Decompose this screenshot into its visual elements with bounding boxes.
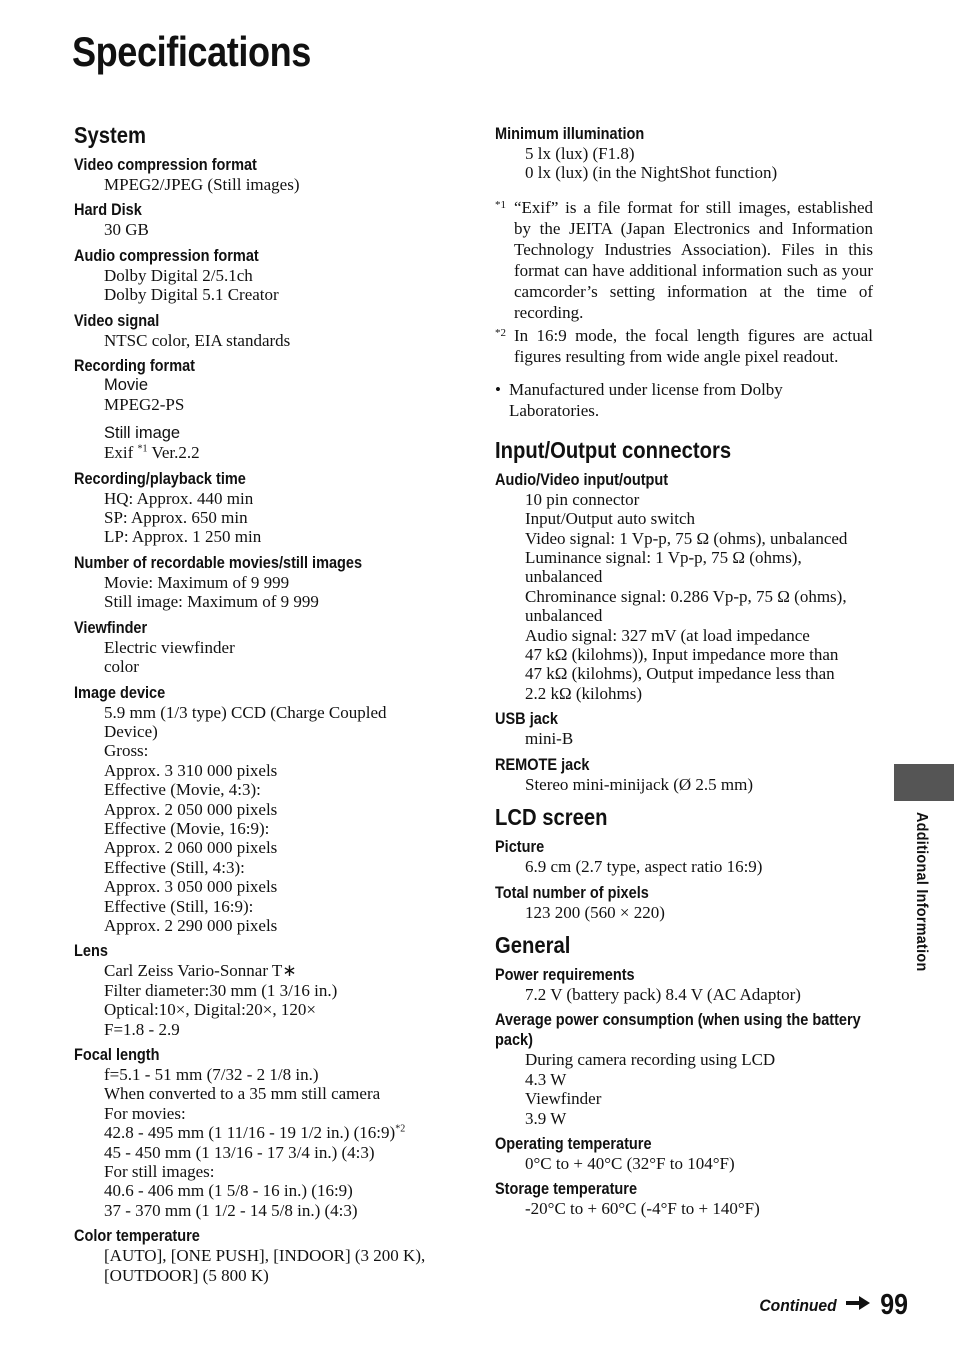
spec-line: 2.2 kΩ (kilohms)	[525, 683, 642, 703]
spec-sublabel-still: Still image	[104, 423, 181, 442]
spec-line: 6.9 cm (2.7 type, aspect ratio 16:9)	[525, 857, 763, 877]
spec-item	[74, 683, 464, 936]
spec-line: Approx. 2 290 000 pixels	[104, 915, 278, 935]
spec-item	[495, 470, 873, 703]
right-arrow-icon	[846, 1296, 870, 1315]
spec-line: 5 lx (lux) (F1.8)	[525, 144, 635, 163]
side-section-text: Additional Information	[913, 812, 930, 972]
spec-value	[495, 144, 873, 183]
spec-line: LP: Approx. 1 250 min	[104, 527, 262, 547]
spec-line: 123 200 (560 × 220)	[525, 902, 665, 922]
spec-item	[495, 837, 873, 876]
spec-line: Audio signal: 327 mV (at load impedance	[525, 625, 810, 645]
side-section-label	[908, 812, 932, 1012]
spec-item	[495, 883, 873, 922]
bullet-icon: •	[495, 379, 501, 399]
section-heading-system: System	[74, 122, 147, 148]
system-spec-list	[74, 155, 464, 350]
spec-value	[495, 775, 873, 794]
spec-value	[74, 638, 464, 677]
footnote	[495, 325, 873, 367]
spec-value	[74, 1246, 464, 1285]
spec-value	[74, 703, 464, 936]
spec-label: Average power consumption (when using the battery pack)	[495, 1011, 861, 1050]
footnote-mark: *1	[495, 198, 506, 211]
spec-value	[495, 857, 873, 876]
spec-line: 30 GB	[104, 220, 149, 240]
bullet-text: Manufactured under license from Dolby Laboratories.	[509, 379, 783, 420]
spec-line: unbalanced	[525, 606, 603, 626]
footnote-list	[495, 197, 873, 367]
spec-value	[495, 985, 873, 1004]
spec-line: mini-B	[525, 729, 574, 749]
spec-line: Optical:10×, Digital:20×, 120×	[104, 1000, 316, 1020]
spec-item-focal-length	[74, 1045, 464, 1220]
spec-line: Device)	[104, 721, 158, 741]
spec-value	[74, 961, 464, 1039]
spec-line: Electric viewfinder	[104, 637, 235, 657]
spec-label: Power requirements	[495, 965, 635, 984]
spec-label: Operating temperature	[495, 1134, 652, 1153]
spec-label: Audio compression format	[74, 246, 259, 265]
spec-value	[74, 266, 464, 305]
spec-line: MPEG2/JPEG (Still images)	[104, 175, 300, 194]
spec-line: 47 kΩ (kilohms)), Input impedance more than	[525, 645, 839, 665]
spec-item	[74, 618, 464, 677]
color-temperature-spec	[74, 1226, 464, 1285]
spec-item	[74, 246, 464, 305]
spec-line: 45 - 450 mm (1 13/16 - 17 3/4 in.) (4:3)	[104, 1142, 375, 1162]
spec-line	[104, 443, 464, 462]
spec-line: Movie: Maximum of 9 999	[104, 572, 290, 592]
general-spec-list	[495, 965, 873, 1219]
spec-value	[495, 1050, 873, 1128]
spec-item	[74, 311, 464, 350]
minimum-illumination-spec	[495, 124, 873, 183]
spec-line: SP: Approx. 650 min	[104, 508, 248, 528]
footnote-text: In 16:9 mode, the focal length figures are actual figures resulting from wide angle pixel readout.	[514, 325, 873, 366]
spec-item	[495, 965, 873, 1004]
spec-label: Image device	[74, 683, 166, 702]
spec-line: Luminance signal: 1 Vp-p, 75 Ω (ohms),	[525, 548, 802, 568]
spec-label: USB jack	[495, 710, 558, 729]
spec-item	[74, 941, 464, 1039]
spec-line: Input/Output auto switch	[525, 509, 695, 529]
spec-line: Video signal: 1 Vp-p, 75 Ω (ohms), unbalanced	[525, 528, 848, 548]
spec-line: F=1.8 - 2.9	[104, 1019, 180, 1039]
spec-line: Approx. 2 060 000 pixels	[104, 838, 278, 858]
spec-label: Video signal	[74, 311, 160, 330]
spec-text: Ver.2.2	[147, 443, 200, 463]
spec-line: Stereo mini-minijack (Ø 2.5 mm)	[525, 774, 754, 794]
spec-label: Color temperature	[74, 1227, 200, 1246]
spec-line: Approx. 3 050 000 pixels	[104, 877, 278, 897]
spec-line: unbalanced	[525, 567, 603, 587]
spec-line: [OUTDOOR] (5 800 K)	[104, 1265, 269, 1285]
spec-line: During camera recording using LCD	[525, 1050, 776, 1070]
spec-line: 0 lx (lux) (in the NightShot function)	[525, 163, 778, 183]
spec-line: 4.3 W	[525, 1069, 567, 1089]
spec-line: Effective (Movie, 16:9):	[104, 818, 270, 838]
spec-item	[74, 553, 464, 612]
spec-label: Viewfinder	[74, 618, 148, 637]
spec-item	[495, 709, 873, 748]
spec-line: Gross:	[104, 741, 149, 761]
spec-value	[495, 1199, 873, 1218]
continued-label: Continued	[759, 1295, 837, 1315]
system-spec-list-2	[74, 469, 464, 1039]
spec-value	[74, 175, 464, 194]
spec-label: Recording format	[74, 357, 196, 376]
footnote-text: “Exif” is a file format for still images, established by the JEITA (Japan Electronics and Information Technology Industries Association). Files in this format can have additional information such as your camcorder’s setting information at the time of recording.	[514, 197, 873, 322]
spec-line: Viewfinder	[525, 1089, 602, 1109]
spec-line: 5.9 mm (1/3 type) CCD (Charge Coupled	[104, 702, 387, 722]
spec-line: 47 kΩ (kilohms), Output impedance less than	[525, 664, 835, 684]
spec-line: Effective (Movie, 4:3):	[104, 780, 261, 800]
spec-label: Storage temperature	[495, 1180, 638, 1199]
spec-label: REMOTE jack	[495, 755, 590, 774]
spec-line: When converted to a 35 mm still camera	[104, 1084, 381, 1104]
spec-line: Dolby Digital 5.1 Creator	[104, 285, 279, 305]
spec-item	[495, 1134, 873, 1173]
spec-label: Minimum illumination	[495, 125, 645, 143]
footnote-ref: *2	[395, 1123, 406, 1135]
spec-value	[495, 490, 873, 703]
spec-item	[74, 469, 464, 547]
spec-line: 7.2 V (battery pack) 8.4 V (AC Adaptor)	[525, 984, 801, 1004]
spec-line: Still image: Maximum of 9 999	[104, 592, 319, 612]
spec-item-recording-format	[74, 356, 464, 463]
spec-line: NTSC color, EIA standards	[104, 330, 291, 350]
spec-line: [AUTO], [ONE PUSH], [INDOOR] (3 200 K),	[104, 1246, 426, 1266]
spec-label: Focal length	[74, 1046, 160, 1064]
spec-label: Number of recordable movies/still images	[74, 553, 363, 572]
spec-line: Dolby Digital 2/5.1ch	[104, 265, 253, 285]
spec-line: 0°C to + 40°C (32°F to 104°F)	[525, 1153, 735, 1173]
spec-item	[74, 155, 464, 194]
page-number: 99	[879, 1289, 908, 1321]
spec-label: Audio/Video input/output	[495, 470, 669, 489]
section-tab-marker	[894, 764, 954, 801]
page-title: Specifications	[72, 28, 311, 75]
spec-label: Video compression format	[74, 156, 257, 174]
spec-value	[74, 1065, 464, 1220]
spec-line: color	[104, 657, 139, 677]
spec-item	[495, 755, 873, 794]
spec-line: 10 pin connector	[525, 489, 640, 509]
spec-label: Picture	[495, 838, 545, 857]
spec-item	[495, 124, 873, 183]
page-footer	[756, 1289, 910, 1322]
spec-line: For still images:	[104, 1162, 215, 1182]
section-heading-lcd: LCD screen	[495, 804, 608, 831]
spec-line: Carl Zeiss Vario-Sonnar T∗	[104, 961, 297, 981]
spec-value	[74, 331, 464, 350]
spec-line: Approx. 3 310 000 pixels	[104, 760, 278, 780]
spec-line: f=5.1 - 51 mm (7/32 - 2 1/8 in.)	[104, 1065, 319, 1084]
spec-text: 42.8 - 495 mm (1 11/16 - 19 1/2 in.) (16:9)	[104, 1123, 396, 1143]
spec-value	[74, 376, 464, 463]
spec-line: Effective (Still, 4:3):	[104, 857, 245, 877]
footnote-mark: *2	[495, 326, 506, 339]
dolby-license-note	[495, 379, 873, 421]
spec-value	[74, 220, 464, 239]
left-column	[74, 122, 464, 1291]
spec-line: Effective (Still, 16:9):	[104, 896, 254, 916]
spec-label: Total number of pixels	[495, 883, 649, 902]
spec-value	[74, 573, 464, 612]
footnote-ref: *1	[137, 443, 148, 455]
spec-item	[74, 200, 464, 239]
spec-label: Lens	[74, 942, 108, 961]
spec-line: 37 - 370 mm (1 1/2 - 14 5/8 in.) (4:3)	[104, 1200, 358, 1220]
spec-value	[495, 729, 873, 748]
spec-value	[74, 489, 464, 547]
spec-line: MPEG2-PS	[104, 395, 185, 415]
spec-line: HQ: Approx. 440 min	[104, 488, 254, 508]
spec-item	[495, 1179, 873, 1218]
spec-line: Filter diameter:30 mm (1 3/16 in.)	[104, 980, 338, 1000]
section-heading-general: General	[495, 931, 571, 958]
lcd-spec-list	[495, 837, 873, 922]
spec-line: -20°C to + 60°C (-4°F to + 140°F)	[525, 1199, 760, 1219]
spec-line: Chrominance signal: 0.286 Vp-p, 75 Ω (ohms),	[525, 586, 847, 606]
spec-line: For movies:	[104, 1103, 186, 1123]
spec-value	[495, 1154, 873, 1173]
spec-text: Exif	[104, 443, 138, 463]
footnote	[495, 197, 873, 323]
spec-label: Hard Disk	[74, 201, 142, 220]
io-spec-list	[495, 470, 873, 794]
spec-value	[495, 903, 873, 922]
section-heading-io: Input/Output connectors	[495, 436, 732, 463]
spec-label: Recording/playback time	[74, 469, 246, 488]
spec-line: Approx. 2 050 000 pixels	[104, 799, 278, 819]
right-column	[495, 124, 873, 1225]
spec-item	[495, 1010, 873, 1128]
spec-sublabel-movie: Movie	[104, 376, 149, 395]
spec-line: 40.6 - 406 mm (1 5/8 - 16 in.) (16:9)	[104, 1181, 353, 1201]
spec-item	[74, 1226, 464, 1285]
spec-line: 3.9 W	[525, 1108, 567, 1128]
spec-line	[104, 1123, 464, 1142]
